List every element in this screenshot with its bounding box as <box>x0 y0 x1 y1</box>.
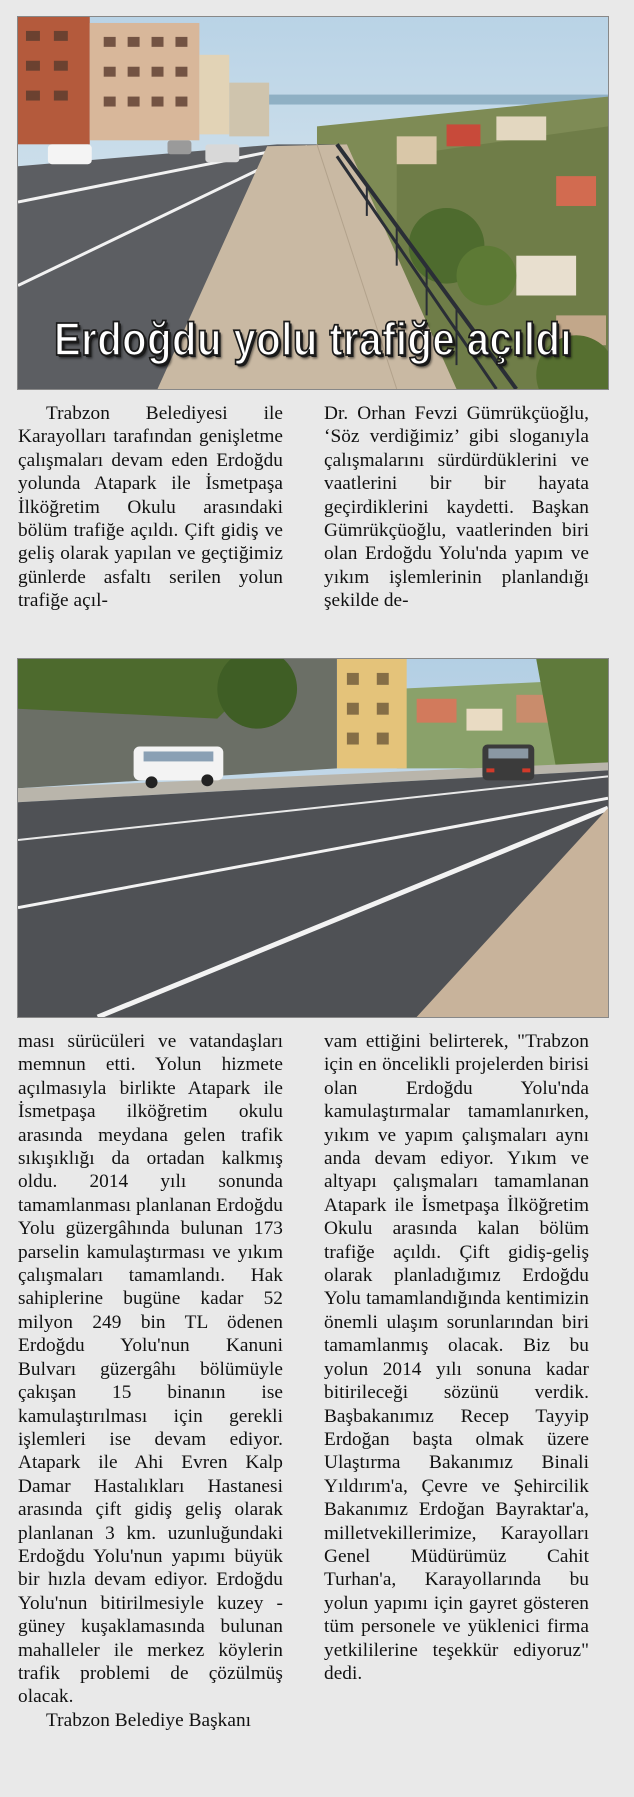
column-bottom-left <box>18 1030 283 1732</box>
article-headline: Erdoğdu yolu trafiğe açıldı <box>54 314 572 366</box>
paragraph-intro: Trabzon Belediyesi ile Karayolları tarafından genişletme çalışmaları devam eden Erdoğdu yolunda Atapark ile İsmetpaşa İlköğretim Okulu arasındaki bölüm trafiğe açıldı. Çift gidiş ve geliş olarak yapılan ve geçtiğimiz günlerde asfaltı serilen yolun trafiğe açıl- <box>18 403 283 612</box>
paragraph-road-details: ması sürücüleri ve vatandaşları memnun etti. Yolun hizmete açılmasıyla birlikte Atapark ile İsmetpaşa ilköğretim okulu arasında meydana gelen trafik sıkışıklığı da ortadan kalkmış oldu. 2014 yılı sonunda tamamlanması planlanan Erdoğdu Yolu güzergâhında bulunan 173 parselin kamulaştırması ve yıkım çalışmaları tamamlandı. Hak sahiplerine bugüne kadar 52 milyon 249 bin TL ödenen Erdoğdu Yolu'nun Kanuni Bulvarı güzergâhı bölümüyle çakışan 15 binanın ise kamulaştırılması için gerekli işlemleri ise devam ediyor. Atapark ile Ahi Evren Kalp Damar Hastalıkları Hastanesi arasında çift gidiş geliş olarak planlanan 3 km. uzunluğundaki Erdoğdu Yolu'nun yapımı büyük bir hızla devam ediyor. Erdoğdu Yolu'nun bitirilmesiyle kuzey - güney kuşaklamasında bulunan mahalleler ile merkez köylerin trafik problemi de çözülmüş olacak. <box>18 1031 283 1708</box>
photo-road-closeup-image <box>18 659 608 1017</box>
paragraph-mayor-quote-intro: Dr. Orhan Fevzi Gümrükçüoğlu, ‘Söz verdiğimiz’ gibi sloganıyla çalışmalarını sürdürdüklerini ve vaatlerini bir bir hayata geçirdiklerini kaydetti. Başkan Gümrükçüoğlu, vaatlerinden biri olan Erdoğdu Yolu'nda yapım ve yıkım işlemlerinin planlandığı şekilde de- <box>324 403 589 612</box>
column-top-left <box>18 402 283 613</box>
photo-road-overview <box>17 16 609 390</box>
photo-road-closeup <box>17 658 609 1018</box>
column-top-right <box>324 402 589 613</box>
paragraph-mayor-lead: Trabzon Belediye Başkanı <box>46 1709 252 1731</box>
paragraph-mayor-quote: vam ettiğini belirterek, "Trabzon için en öncelikli projelerden birisi olan Erdoğdu Yolu'nda kamulaştırmalar tamamlanırken, yıkım ve yapım çalışmaları aynı anda devam ediyor. Yıkım ve altyapı çalışmaları tamamlanan Atapark ile İsmetpaşa İlköğretim Okulu arasında kalan bölüm trafiğe açıldı. Çift gidiş-geliş olarak planladığımız Erdoğdu Yolu tamamlandığında kentimizin önemli ulaşım sorunlarından biri tamamlanmış olacak. Biz bu yolun 2014 yılı sonuna kadar bitirileceği sözünü verdik. Başbakanımız Recep Tayyip Erdoğan başta olmak üzere Ulaştırma Bakanımız Binali Yıldırım'a, Çevre ve Şehircilik Bakanımız Erdoğan Bayraktar'a, milletvekillerimize, Karayolları Genel Müdürümüz Cahit Turhan'a, Karayollarında bu yolun yapımı için gayret gösteren tüm personele ve yüklenici firma yetkililerine teşekkür ediyoruz" dedi. <box>324 1031 589 1684</box>
column-bottom-right <box>324 1030 589 1685</box>
